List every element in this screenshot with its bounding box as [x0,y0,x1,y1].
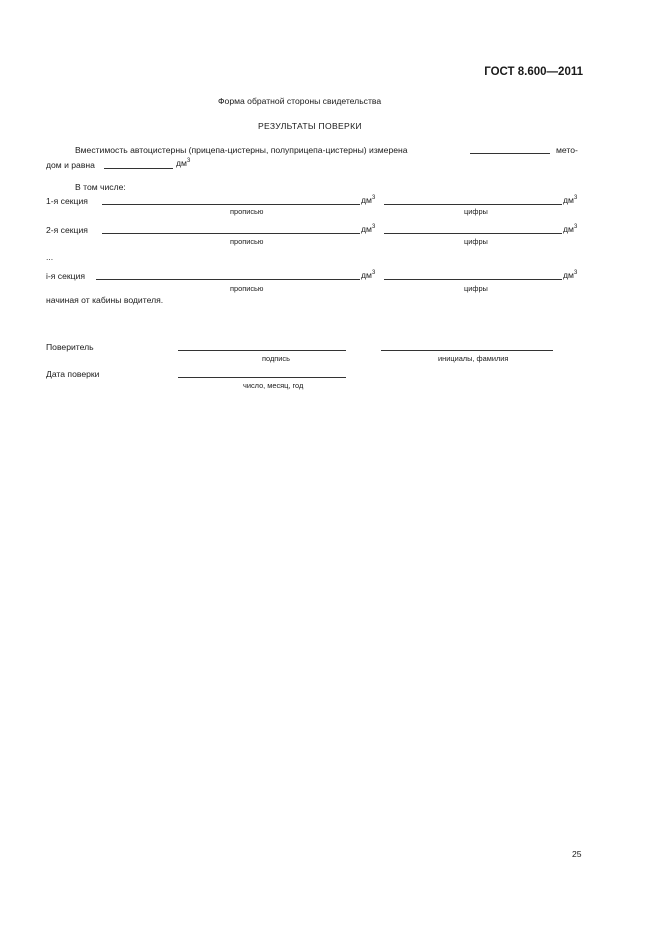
initials-hint: инициалы, фамилия [438,354,509,363]
verifier-label: Поверитель [46,342,94,352]
signature-hint: подпись [262,354,290,363]
capacity-unit: $дм^3$ [176,158,191,168]
section-1-label: 1-я секция [46,196,88,206]
section-i-digits-blank [384,279,562,280]
section-i-words-blank [96,279,360,280]
section-1-unit-words: $дм^3$ [361,195,376,205]
method-blank [470,153,550,154]
section-2-unit-digits: $дм^3$ [563,224,578,234]
section-i-unit-digits: $дм^3$ [563,270,578,280]
initials-blank [381,350,553,351]
section-2-hint-words: прописью [230,237,264,246]
section-2-digits-blank [384,233,562,234]
section-i-hint-digits: цифры [464,284,488,293]
date-hint: число, месяц, год [243,381,304,390]
section-i-hint-words: прописью [230,284,264,293]
from-cabin-text: начиная от кабины водителя. [46,295,164,305]
capacity-statement-line1-end: мето- [556,145,578,155]
section-2-words-blank [102,233,360,234]
date-label: Дата поверки [46,369,100,379]
date-blank [178,377,346,378]
section-1-hint-words: прописью [230,207,264,216]
section-i-unit-words: $дм^3$ [361,270,376,280]
ellipsis: ... [46,252,54,262]
section-2-hint-digits: цифры [464,237,488,246]
signature-blank [178,350,346,351]
form-subtitle: Форма обратной стороны свидетельства [218,96,382,106]
including-label: В том числе: [75,182,126,192]
section-2-label: 2-я секция [46,225,88,235]
form-title: РЕЗУЛЬТАТЫ ПОВЕРКИ [258,121,362,131]
capacity-statement-line1: Вместимость автоцистерны (прицепа-цистерны, полуприцепа-цистерны) измерена [75,145,408,155]
section-2-unit-words: $дм^3$ [361,224,376,234]
section-1-words-blank [102,204,360,205]
section-1-hint-digits: цифры [464,207,488,216]
standard-code: ГОСТ 8.600—2011 [484,66,583,78]
section-i-label: i-я секция [46,271,86,281]
capacity-blank [104,168,173,169]
capacity-statement-line2: дом и равна [46,160,95,170]
section-1-unit-digits: $дм^3$ [563,195,578,205]
section-1-digits-blank [384,204,562,205]
page-number: 25 [572,849,582,859]
